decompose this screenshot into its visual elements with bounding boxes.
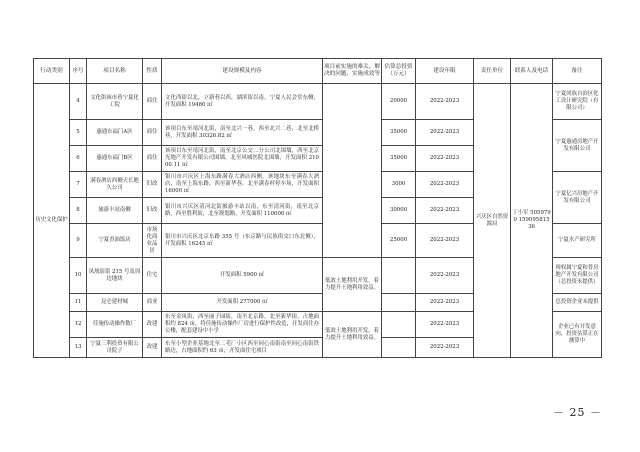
period-cell: 2022-2023 xyxy=(416,338,474,358)
project-table xyxy=(33,58,602,358)
period-cell: 2022-2023 xyxy=(416,120,474,146)
header-issue: 项目前实施的难关、解决的问题、实施成效等 xyxy=(323,59,382,84)
nature-cell: 旧改 xyxy=(143,172,162,198)
unit-cell: 兴庆区自然资源局 xyxy=(474,84,511,358)
seq-cell: 7 xyxy=(70,172,87,198)
period-cell: 2022-2023 xyxy=(416,312,474,338)
content-cell: 银川市兴庆区清河北街旅游丰站以南，东至清河街，南至北京路，西至胜利街，北至规划路，开发面积 110000 ㎡ xyxy=(162,198,323,224)
header-content: 建设规模及内容 xyxy=(162,59,323,84)
header-unit: 责任单位 xyxy=(474,59,511,84)
period-cell: 2022-2023 xyxy=(416,258,474,294)
seq-cell: 4 xyxy=(70,84,87,120)
nature-cell: 商住 xyxy=(143,146,162,172)
name-cell: 凤凰街街 215 号及周边地块 xyxy=(87,258,143,294)
seq-cell: 13 xyxy=(70,338,87,358)
content-cell: 东至小型企业基地北至二毛厂小区西至同心南街南至同心南街铁路边，占地面积约 63 亩，开发面住宅项目 xyxy=(162,338,323,358)
content-cell: 开发面积 5900 ㎡ xyxy=(162,258,323,294)
remark-cell: 企业已有开发意向，投资估算正在测算中 xyxy=(553,312,602,358)
name-cell: 旅游丰站南侧 xyxy=(87,198,143,224)
category-cell: 历史文化保护 xyxy=(34,84,70,358)
seq-cell: 11 xyxy=(70,294,87,312)
content-cell: 银川市兴庆区北京东路 355 号（东京路与民族街交口东北侧），开发面积 16245 ㎡ xyxy=(162,224,323,258)
content-cell: 该项目东至靖河北街，南至北京公交二分公司北围墙，西至北京光地产开发有限公司围墙，北至风城医院北围墙，开发面积 21000.11 ㎡ xyxy=(162,146,323,172)
name-cell: 佳施传动操作数厂 xyxy=(87,312,143,338)
seq-cell: 8 xyxy=(70,198,87,224)
invest-cell xyxy=(382,312,416,338)
header-contact: 联系人及电话 xyxy=(511,59,553,84)
table-row xyxy=(34,84,602,120)
name-cell: 昆仑建材城 xyxy=(87,294,143,312)
issue-cell: 低效土地利用开发，着力提升土地利用效益。 xyxy=(323,312,382,358)
nature-cell: 市场化商业品居 xyxy=(143,224,162,258)
seq-cell: 5 xyxy=(70,120,87,146)
nature-cell: 改建 xyxy=(143,312,162,338)
name-cell: 惠通东福门B区 xyxy=(87,146,143,172)
name-cell: 满春酒店西侧天长地久公司 xyxy=(87,172,143,198)
header-category: 行动类别 xyxy=(34,59,70,84)
content-cell: 该项目东至靖河北街，南至北兴一巷，西至北兴二巷，北至北桥巷，开发面积 30326.82 ㎡ xyxy=(162,120,323,146)
contact-cell: 丁小军 5059790 15909581536 xyxy=(511,84,553,358)
header-period: 建设年限 xyxy=(416,59,474,84)
period-cell: 2022-2023 xyxy=(416,198,474,224)
period-cell: 2022-2023 xyxy=(416,84,474,120)
remark-cell: 总投资企业未提供 xyxy=(553,294,602,312)
header-name: 项目名称 xyxy=(87,59,143,84)
nature-cell: 商业 xyxy=(143,294,162,312)
nature-cell: 改建 xyxy=(143,338,162,358)
nature-cell: 住宅 xyxy=(143,258,162,294)
nature-cell: 商住 xyxy=(143,84,162,120)
issue-cell: 低效土地利用开发，着力提升土地利用效益。 xyxy=(323,258,382,312)
remark-cell: 宁夏回族自治区化工设计研究院（有限公司） xyxy=(553,84,602,120)
period-cell: 2022-2023 xyxy=(416,224,474,258)
header-nature: 性质 xyxy=(143,59,162,84)
nature-cell: 商住 xyxy=(143,120,162,146)
invest-cell xyxy=(382,294,416,312)
content-cell: 文化西街以北，立新巷以西，湖滨街以南，宁夏人民会堂东侧，开发面积 19480 ㎡ xyxy=(162,84,323,120)
seq-cell: 6 xyxy=(70,146,87,172)
period-cell: 2022-2023 xyxy=(416,146,474,172)
content-cell: 银川市兴庆区上海东路满春大酒店西侧，该地块东至满春大酒店，南至上海东路，西至新华巷，北至满春村停车场，开发面积 16000 ㎡ xyxy=(162,172,323,198)
invest-cell xyxy=(382,338,416,358)
period-cell: 2022-2023 xyxy=(416,294,474,312)
header-row xyxy=(34,59,602,84)
invest-cell: 30000 xyxy=(382,198,416,224)
remark-cell: 宁夏水产研究所 xyxy=(553,224,602,258)
name-cell: 惠通东福门A区 xyxy=(87,120,143,146)
invest-cell: 3000 xyxy=(382,172,416,198)
name-cell: 宁夏三利投资有限公司院子 xyxy=(87,338,143,358)
content-cell: 开发面积 277000 ㎡ xyxy=(162,294,323,312)
issue-cell-empty xyxy=(323,84,382,258)
nature-cell: 旧改 xyxy=(143,198,162,224)
remark-cell: 宁夏惠通房地产开发有限公司 xyxy=(553,120,602,172)
invest-cell: 35000 xyxy=(382,120,416,146)
invest-cell: 25000 xyxy=(382,224,416,258)
seq-cell: 9 xyxy=(70,224,87,258)
name-cell: 文化街袜市巷宁夏化工院 xyxy=(87,84,143,120)
content-cell: 东至金凤街，西至丽子园街，南至北京路，北至新华街，占地面积约 824 亩，将佳施传动操作厂房进行保护性改造，开发商住办公楼，配套建设中小学 xyxy=(162,312,323,338)
invest-cell xyxy=(382,258,416,294)
period-cell: 2022-2023 xyxy=(416,172,474,198)
invest-cell: 35000 xyxy=(382,146,416,172)
name-cell: 宁夏香油饭店 xyxy=(87,224,143,258)
header-remark: 备注 xyxy=(553,59,602,84)
seq-cell: 10 xyxy=(70,258,87,294)
header-invest: 估算总投资（万元） xyxy=(382,59,416,84)
remark-cell: 现权属宁夏和普房地产开发有限公司（总投资未提供） xyxy=(553,258,602,294)
page-number: － 25 － xyxy=(553,406,602,419)
seq-cell: 12 xyxy=(70,312,87,338)
invest-cell: 20000 xyxy=(382,84,416,120)
remark-cell: 宁夏亿兴房地产开发有限公司 xyxy=(553,172,602,224)
header-seq: 序号 xyxy=(70,59,87,84)
